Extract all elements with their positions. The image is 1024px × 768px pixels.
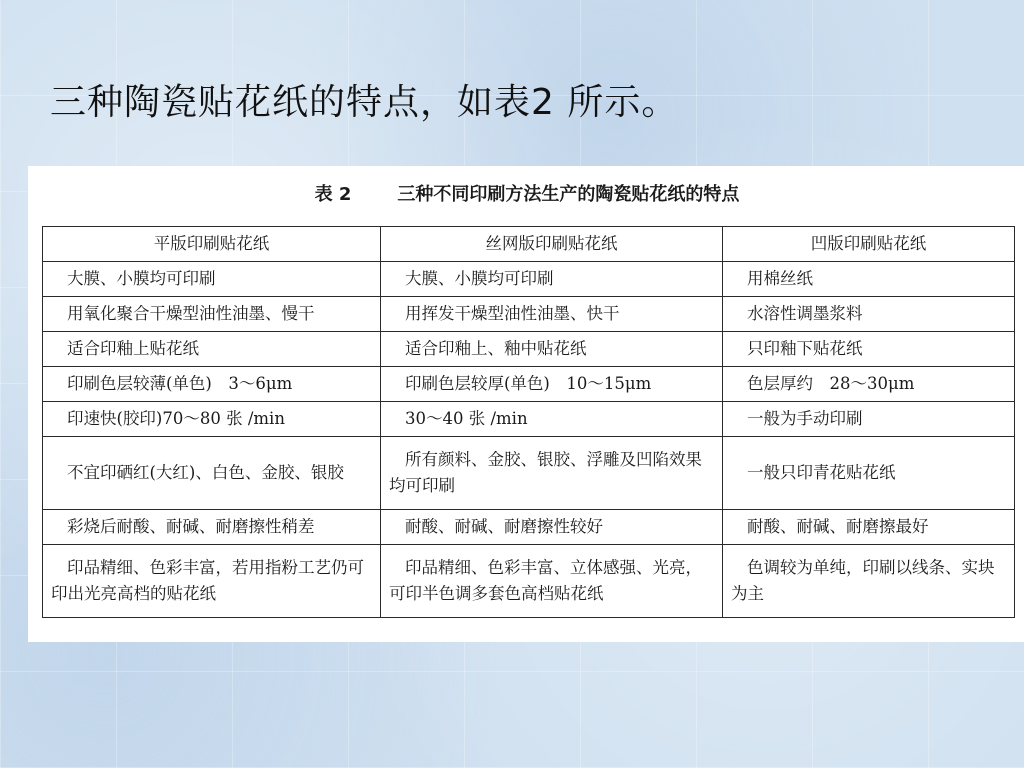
table-cell: 水溶性调墨浆料 (723, 297, 1015, 332)
table-row (43, 402, 1015, 437)
table-cell: 耐酸、耐碱、耐磨擦最好 (723, 510, 1015, 545)
column-header-screen: 丝网版印刷贴花纸 (381, 227, 723, 262)
table-row (43, 510, 1015, 545)
table-cell: 印刷色层较厚(单色) 10～15μm (381, 367, 723, 402)
table-row (43, 437, 1015, 510)
table-header-row (43, 227, 1015, 262)
table-cell: 用氧化聚合干燥型油性油墨、慢干 (43, 297, 381, 332)
table-cell: 色层厚约 28～30μm (723, 367, 1015, 402)
table-row (43, 332, 1015, 367)
table-cell: 印速快(胶印)70～80 张 /min (43, 402, 381, 437)
table-row (43, 367, 1015, 402)
table-figure (28, 166, 1024, 642)
table-row (43, 545, 1015, 618)
table-cell: 只印釉下贴花纸 (723, 332, 1015, 367)
table-row (43, 297, 1015, 332)
column-header-gravure: 凹版印刷贴花纸 (723, 227, 1015, 262)
table-caption-number: 表 2 (314, 184, 352, 205)
table-cell: 耐酸、耐碱、耐磨擦性较好 (381, 510, 723, 545)
table-caption-text: 三种不同印刷方法生产的陶瓷贴花纸的特点 (397, 184, 740, 205)
table-cell: 大膜、小膜均可印刷 (43, 262, 381, 297)
table-cell: 适合印釉上贴花纸 (43, 332, 381, 367)
column-header-lithographic: 平版印刷贴花纸 (43, 227, 381, 262)
table-cell: 印刷色层较薄(单色) 3～6μm (43, 367, 381, 402)
table-cell: 适合印釉上、釉中贴花纸 (381, 332, 723, 367)
table-cell: 印品精细、色彩丰富、立体感强、光亮，可印半色调多套色高档贴花纸 (381, 545, 723, 618)
table-cell: 30～40 张 /min (381, 402, 723, 437)
table-cell: 用棉丝纸 (723, 262, 1015, 297)
table-cell: 用挥发干燥型油性油墨、快干 (381, 297, 723, 332)
slide-title: 三种陶瓷贴花纸的特点，如表2 所示。 (50, 82, 679, 123)
table-cell: 印品精细、色彩丰富，若用指粉工艺仍可印出光亮高档的贴花纸 (43, 545, 381, 618)
table-cell: 所有颜料、金胶、银胶、浮雕及凹陷效果均可印刷 (381, 437, 723, 510)
table-cell: 大膜、小膜均可印刷 (381, 262, 723, 297)
table-cell: 色调较为单纯，印刷以线条、实块为主 (723, 545, 1015, 618)
table-cell: 一般只印青花贴花纸 (723, 437, 1015, 510)
table-cell: 不宜印硒红(大红)、白色、金胶、银胶 (43, 437, 381, 510)
table-caption (28, 180, 1024, 206)
table-row (43, 262, 1015, 297)
table-cell: 彩烧后耐酸、耐碱、耐磨擦性稍差 (43, 510, 381, 545)
table-cell: 一般为手动印刷 (723, 402, 1015, 437)
comparison-table (42, 226, 1015, 618)
